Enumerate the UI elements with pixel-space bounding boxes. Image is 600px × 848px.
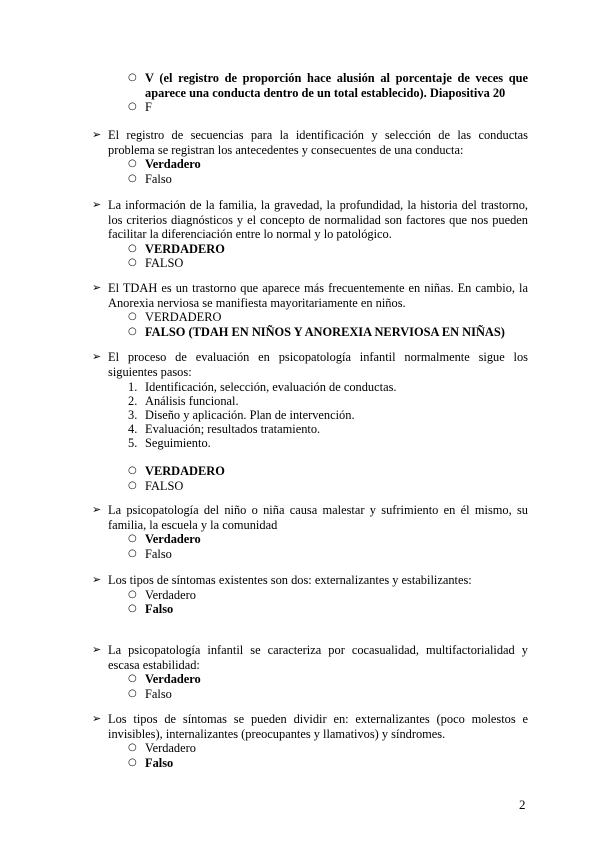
question-block: [92, 281, 528, 339]
option-item: [128, 588, 528, 603]
option-list: [92, 310, 528, 339]
option-text: FALSO: [145, 478, 184, 493]
option-item: [128, 310, 528, 325]
question-block: [92, 128, 528, 186]
page-number: 2: [519, 797, 526, 812]
option-item: [128, 242, 528, 257]
option-text: Verdadero: [145, 587, 196, 602]
option-text: Verdadero: [145, 672, 201, 687]
bullet-icon: ○: [128, 479, 137, 491]
option-list: [92, 532, 528, 561]
question-block: [92, 712, 528, 770]
bullet-icon: ○: [128, 325, 137, 337]
bullet-icon: ○: [128, 588, 137, 600]
arrow-bullet-icon: ➢: [92, 573, 102, 586]
intro-block: [92, 71, 528, 115]
option-list: [92, 464, 528, 493]
option-item: [128, 687, 528, 702]
option-item: [128, 157, 528, 172]
question-label: La información de la familia, la gravedad, la profundidad, la historia del trastorno, los criterios diagnósticos y el concepto de normalidad son factores que nos pueden facilitar la diferenciación entre lo normal y lo patológico.: [108, 198, 528, 242]
step-text: Evaluación; resultados tratamiento.: [145, 422, 321, 437]
bullet-icon: ○: [128, 533, 137, 545]
option-list: [92, 672, 528, 701]
question-text: [92, 712, 528, 741]
arrow-bullet-icon: ➢: [92, 281, 102, 294]
question-label: El proceso de evaluación en psicopatología infantil normalmente sigue los siguientes pasos:: [108, 350, 528, 379]
option-item: [128, 756, 528, 771]
option-text: Falso: [145, 171, 172, 186]
question-label: El TDAH es un trastorno que aparece más frecuentemente en niñas. En cambio, la Anorexia nerviosa se manifiesta mayoritariamente en niños.: [108, 281, 528, 310]
option-item: [128, 532, 528, 547]
option-item: [128, 464, 528, 479]
option-text: Falso: [145, 602, 174, 617]
option-item: [128, 256, 528, 271]
question-label: La psicopatología infantil se caracteriza por cocasualidad, multifactorialidad y escasa estabilidad:: [108, 643, 528, 672]
option-text: Falso: [145, 686, 172, 701]
question-text: [92, 128, 528, 157]
bullet-icon: ○: [128, 101, 137, 113]
step-item: 4. Evaluación; resultados tratamiento.: [128, 422, 321, 437]
bullet-icon: ○: [128, 311, 137, 323]
question-block: [92, 198, 528, 271]
step-item: 1. Identificación, selección, evaluación de conductas.: [128, 380, 397, 395]
option-text: FALSO: [145, 256, 184, 271]
arrow-bullet-icon: ➢: [92, 503, 102, 516]
question-text: [92, 350, 528, 379]
question-block: [92, 573, 528, 617]
question-block: [92, 350, 528, 493]
option-list: [92, 71, 528, 115]
step-item: 5. Seguimiento.: [128, 436, 211, 451]
option-text: V (el registro de proporción hace alusión al porcentaje de veces que aparece una conducta dentro de un total establecido). Diapositiva 20: [145, 71, 528, 100]
arrow-bullet-icon: ➢: [92, 198, 102, 211]
step-text: Análisis funcional.: [145, 394, 239, 409]
bullet-icon: ○: [128, 242, 137, 254]
bullet-icon: ○: [128, 742, 137, 754]
bullet-icon: ○: [128, 465, 137, 477]
option-text: Falso: [145, 546, 172, 561]
option-item: [128, 547, 528, 562]
arrow-bullet-icon: ➢: [92, 643, 102, 656]
arrow-bullet-icon: ➢: [92, 712, 102, 725]
question-text: [92, 643, 528, 672]
arrow-bullet-icon: ➢: [92, 128, 102, 141]
option-text: VERDADERO: [145, 310, 222, 325]
option-item: [128, 479, 528, 494]
question-text: [92, 198, 528, 242]
option-list: [92, 588, 528, 617]
option-item: [128, 325, 528, 340]
bullet-icon: ○: [128, 756, 137, 768]
bullet-icon: ○: [128, 72, 137, 83]
option-text: FALSO (TDAH EN NIÑOS Y ANOREXIA NERVIOSA EN NIÑAS): [145, 324, 505, 339]
option-text: Falso: [145, 755, 174, 770]
bullet-icon: ○: [128, 158, 137, 170]
arrow-bullet-icon: ➢: [92, 350, 102, 363]
question-text: [92, 573, 528, 588]
option-text: Verdadero: [145, 157, 201, 172]
question-block: [92, 643, 528, 701]
option-text: F: [145, 100, 152, 115]
step-text: Diseño y aplicación. Plan de intervención.: [145, 408, 355, 423]
question-label: La psicopatología del niño o niña causa malestar y sufrimiento en él mismo, su familia, la escuela y la comunidad: [108, 503, 528, 532]
option-item: [128, 602, 528, 617]
option-item: [128, 172, 528, 187]
option-item: [128, 741, 528, 756]
question-text: [92, 281, 528, 310]
question-label: El registro de secuencias para la identificación y selección de las conductas problema se registran los antecedentes y consecuentes de una conducta:: [108, 128, 528, 157]
step-item: 2. Análisis funcional.: [128, 394, 239, 409]
steps-list: [92, 380, 528, 450]
option-text: Verdadero: [145, 741, 196, 756]
bullet-icon: ○: [128, 172, 137, 184]
question-text: [92, 503, 528, 532]
bullet-icon: ○: [128, 603, 137, 615]
option-list: [92, 157, 528, 186]
bullet-icon: ○: [128, 687, 137, 699]
option-item: [128, 672, 528, 687]
bullet-icon: ○: [128, 547, 137, 559]
question-label: Los tipos de síntomas existentes son dos: externalizantes y estabilizantes:: [108, 573, 472, 587]
question-label: Los tipos de síntomas se pueden dividir en: externalizantes (poco molestos e invisibles), internalizantes (preocupantes y llamativos) y síndromes.: [108, 712, 528, 741]
option-text: VERDADERO: [145, 241, 225, 256]
question-block: [92, 503, 528, 561]
option-text: Verdadero: [145, 532, 201, 547]
bullet-icon: ○: [128, 257, 137, 269]
bullet-icon: ○: [128, 673, 137, 685]
option-item: [128, 100, 528, 115]
step-item: 3. Diseño y aplicación. Plan de intervención.: [128, 408, 355, 423]
step-text: Identificación, selección, evaluación de conductas.: [145, 380, 397, 395]
option-list: [92, 741, 528, 770]
option-item: [128, 71, 528, 100]
option-list: [92, 242, 528, 271]
step-text: Seguimiento.: [145, 436, 211, 451]
option-text: VERDADERO: [145, 464, 225, 479]
